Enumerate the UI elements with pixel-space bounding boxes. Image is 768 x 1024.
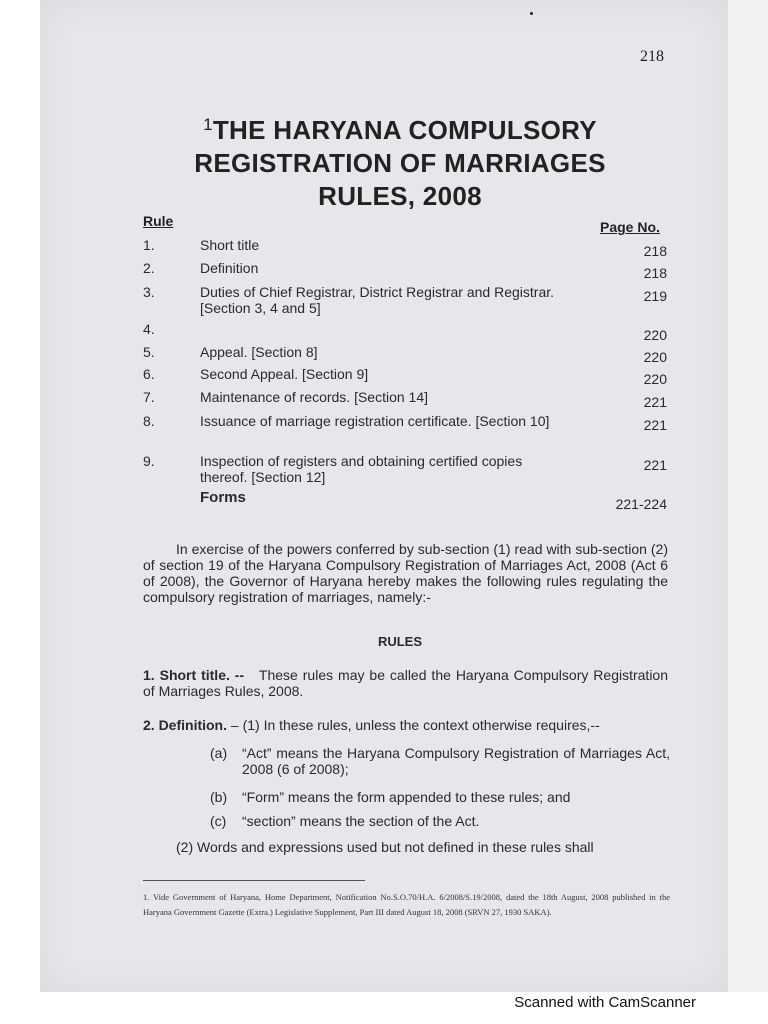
toc-page-number: 221 [643,457,667,473]
toc-page-number: 221 [643,417,667,433]
toc-rule-title: Inspection of registers and obtaining certified copies thereof. [Section 12] [200,453,523,485]
rule-1 [143,667,668,699]
title-line-2: REGISTRATION OF MARRIAGES [194,148,606,178]
title-footnote-mark: 1 [203,115,213,134]
rule-2-sub-2: (2) Words and expressions used but not defined in these rules shall [176,839,594,855]
toc-rule-number: 5. [143,344,155,360]
title-line-1: THE HARYANA COMPULSORY [212,115,597,145]
rule-1-text: These rules may be called the Haryana Compulsory Registration of Marriages Rules, 2008. [143,667,668,699]
toc-rule-number: 9. [143,453,155,469]
title-line-3: RULES, 2008 [318,181,482,211]
toc-page-number: 218 [643,265,667,281]
footnote: 1. Vide Government of Haryana, Home Department, Notification No.S.O.70/H.A. 6/2008/S.19/2008, dated the 18th August, 2008 published in the Haryana Government Gazette (Extra.) Legislative Supplement, Part III dated August 18, 2008 (SRVN 27, 1930 SAKA). [143,892,670,917]
toc-page-number: 220 [643,327,667,343]
toc-rule-number: 3. [143,284,155,300]
toc-rule-title: Appeal. [Section 8] [200,344,318,360]
toc-page-number: 220 [643,371,667,387]
toc-forms-label: Forms [200,489,246,506]
toc-header-rule: Rule [143,213,174,229]
toc-page-number: 221 [643,394,667,410]
scan-speck [530,12,533,15]
rule-2-heading: 2. Definition. [143,717,227,733]
toc-rule-title: Short title [200,237,260,253]
toc-page-number: 218 [643,243,667,259]
rule-1-heading: 1. Short title. -- [143,667,245,683]
toc-header-page: Page No. [600,219,660,235]
toc-page-number: 220 [643,349,667,365]
toc-rule-number: 2. [143,260,155,276]
toc-page-number: 219 [643,288,667,304]
toc-rule-number: 7. [143,389,155,405]
clause-label: (c) [210,813,227,829]
clause-label: (a) [210,745,228,761]
toc-forms-page: 221-224 [615,496,667,512]
toc-rule-title: Second Appeal. [Section 9] [200,366,369,382]
preamble-text: In exercise of the powers conferred by sub-section (1) read with sub-section (2) of section 19 of the Haryana Compulsory Registration of Marriages Act, 2008 (Act 6 of 2008), the Governor of Haryana hereby makes the following rules regulating the compulsory registration of marriages, namely:- [143,541,668,605]
clause-text: “Act” means the Haryana Compulsory Registration of Marriages Act, 2008 (6 of 2008); [242,745,670,777]
toc-rule-number: 6. [143,366,155,382]
clause-text: “Form” means the form appended to these rules; and [242,789,571,805]
clause-text: “section” means the section of the Act. [242,813,480,829]
toc-rule-number: 1. [143,237,155,253]
toc-rule-title: Duties of Chief Registrar, District Registrar and Registrar. [Section 3, 4 and 5] [200,284,555,316]
camscanner-watermark: Scanned with CamScanner [514,994,696,1011]
rule-2-intro [143,717,668,733]
clause-label: (b) [210,789,228,805]
preamble-paragraph [143,541,668,605]
toc-rule-number: 8. [143,413,155,429]
rules-heading: RULES [377,634,423,649]
document-title [130,108,670,213]
rule-2-intro-text: – (1) In these rules, unless the context otherwise requires,-- [230,717,600,733]
scan-edge [728,0,768,992]
toc-rule-number: 4. [143,321,155,337]
footnote-divider [143,880,365,881]
toc-rule-title: Maintenance of records. [Section 14] [200,389,429,405]
toc-rule-title: Definition [200,260,259,276]
toc-rule-title: Issuance of marriage registration certificate. [Section 10] [200,413,550,429]
page-number: 218 [640,48,664,65]
